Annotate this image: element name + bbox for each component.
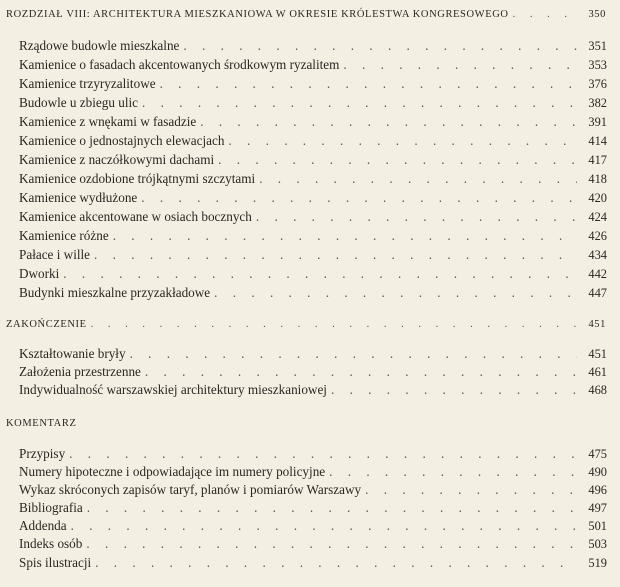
page-number: 497 (588, 501, 607, 515)
toc-entry (19, 482, 607, 498)
entry-title: Wykaz skróconych zapisów taryf, planów i pomiarów Warszawy (19, 482, 362, 497)
entry-title: Kamienice o jednostajnych elewacjach (19, 133, 225, 148)
entry-title: Indywidualność warszawskiej architektury mieszkaniowej (19, 382, 327, 397)
dot-leader (69, 446, 577, 462)
dot-leader (95, 555, 577, 571)
entry-title: Budowle u zbiegu ulic (19, 95, 139, 110)
toc-entry (19, 364, 607, 380)
page-number: 490 (588, 465, 607, 479)
toc-entry (19, 133, 607, 149)
entry-title: Rządowe budowle mieszkalne (19, 38, 180, 53)
toc-entry (19, 38, 607, 54)
toc-entry (19, 209, 607, 225)
section-heading (6, 418, 246, 429)
section-heading (6, 319, 606, 330)
toc-entry (19, 228, 607, 244)
page-number: 501 (588, 519, 607, 533)
dot-leader (259, 171, 577, 187)
page-number: 417 (588, 153, 607, 167)
toc-entry (19, 536, 607, 552)
entry-title: Przypisy (19, 446, 66, 461)
section-title: KOMENTARZ (6, 418, 77, 429)
entry-title: Numery hipoteczne i odpowiadające im numery policyjne (19, 464, 326, 479)
entry-title: Kamienice ozdobione trójkątnymi szczytami (19, 171, 256, 186)
toc-entry (19, 518, 607, 534)
entry-title: Kształtowanie bryły (19, 346, 126, 361)
entry-title: Bibliografia (19, 500, 83, 515)
page-number: 391 (588, 115, 607, 129)
toc-entry (19, 382, 607, 398)
toc-entry (19, 446, 607, 462)
page-number: 382 (588, 96, 607, 110)
dot-leader (63, 266, 577, 282)
entry-title: Spis ilustracji (19, 555, 92, 570)
dot-leader (331, 382, 577, 398)
dot-leader (329, 464, 577, 480)
toc-entry (19, 95, 607, 111)
dot-leader (214, 285, 577, 301)
entry-title: Kamienice o fasadach akcentowanych środkowym ryzalitem (19, 57, 340, 72)
toc-entry (19, 171, 607, 187)
page-number: 451 (588, 347, 607, 361)
dot-leader (145, 364, 577, 380)
page-number: 424 (588, 210, 607, 224)
dot-leader (343, 57, 577, 73)
toc-entry (19, 76, 607, 92)
dot-leader (86, 536, 577, 552)
page-number: 418 (588, 172, 607, 186)
entry-title: Budynki mieszkalne przyzakładowe (19, 285, 211, 300)
entry-title: Kamienice trzyryzalitowe (19, 76, 156, 91)
page-number: 461 (588, 365, 607, 379)
page-number: 519 (588, 556, 607, 570)
dot-leader (94, 247, 577, 263)
dot-leader (142, 95, 577, 111)
entry-title: Kamienice akcentowane w osiach bocznych (19, 209, 252, 224)
page-number: 503 (588, 537, 607, 551)
entry-title: Addenda (19, 518, 67, 533)
chapter-heading (6, 9, 606, 20)
page-number: 420 (588, 191, 607, 205)
toc-entry (19, 555, 607, 571)
dot-leader (256, 209, 577, 225)
entry-title: Kamienice wydłużone (19, 190, 138, 205)
dot-leader (365, 482, 577, 498)
dot-leader (183, 38, 577, 54)
page-number: 468 (588, 383, 607, 397)
page-number: 451 (588, 319, 606, 330)
entry-title: Indeks osób (19, 536, 83, 551)
section-title: ZAKOŃCZENIE (6, 319, 87, 330)
page-number: 434 (588, 248, 607, 262)
toc-entry (19, 152, 607, 168)
dot-leader (87, 500, 577, 516)
dot-leader (91, 319, 576, 330)
dot-leader (71, 518, 577, 534)
dot-leader (160, 76, 577, 92)
entry-title: Kamienice z wnękami w fasadzie (19, 114, 197, 129)
entry-title: Dworki (19, 266, 60, 281)
page-number: 426 (588, 229, 607, 243)
dot-leader (141, 190, 577, 206)
toc-entry (19, 500, 607, 516)
dot-leader (513, 9, 576, 20)
entry-title: Kamienice z naczółkowymi dachami (19, 152, 215, 167)
entry-title: Założenia przestrzenne (19, 364, 141, 379)
page-number: 442 (588, 267, 607, 281)
entry-title: Kamienice różne (19, 228, 109, 243)
page-number: 350 (588, 9, 606, 20)
toc-entry (19, 57, 607, 73)
toc-entry (19, 247, 607, 263)
toc-entry (19, 464, 607, 480)
dot-leader (200, 114, 577, 130)
page-number: 376 (588, 77, 607, 91)
page-number: 414 (588, 134, 607, 148)
entry-title: Pałace i wille (19, 247, 91, 262)
toc-entry (19, 285, 607, 301)
dot-leader (130, 346, 577, 362)
page-number: 353 (588, 58, 607, 72)
page-number: 351 (588, 39, 607, 53)
toc-entry (19, 190, 607, 206)
toc-entry (19, 346, 607, 362)
dot-leader (113, 228, 577, 244)
dot-leader (228, 133, 577, 149)
chapter-title: ROZDZIAŁ VIII: ARCHITEKTURA MIESZKANIOWA W OKRESIE KRÓLESTWA KONGRESOWEGO (6, 9, 509, 20)
toc-entry (19, 266, 607, 282)
toc-entry (19, 114, 607, 130)
page-number: 496 (588, 483, 607, 497)
page-number: 447 (588, 286, 607, 300)
page-number: 475 (588, 447, 607, 461)
dot-leader (218, 152, 577, 168)
